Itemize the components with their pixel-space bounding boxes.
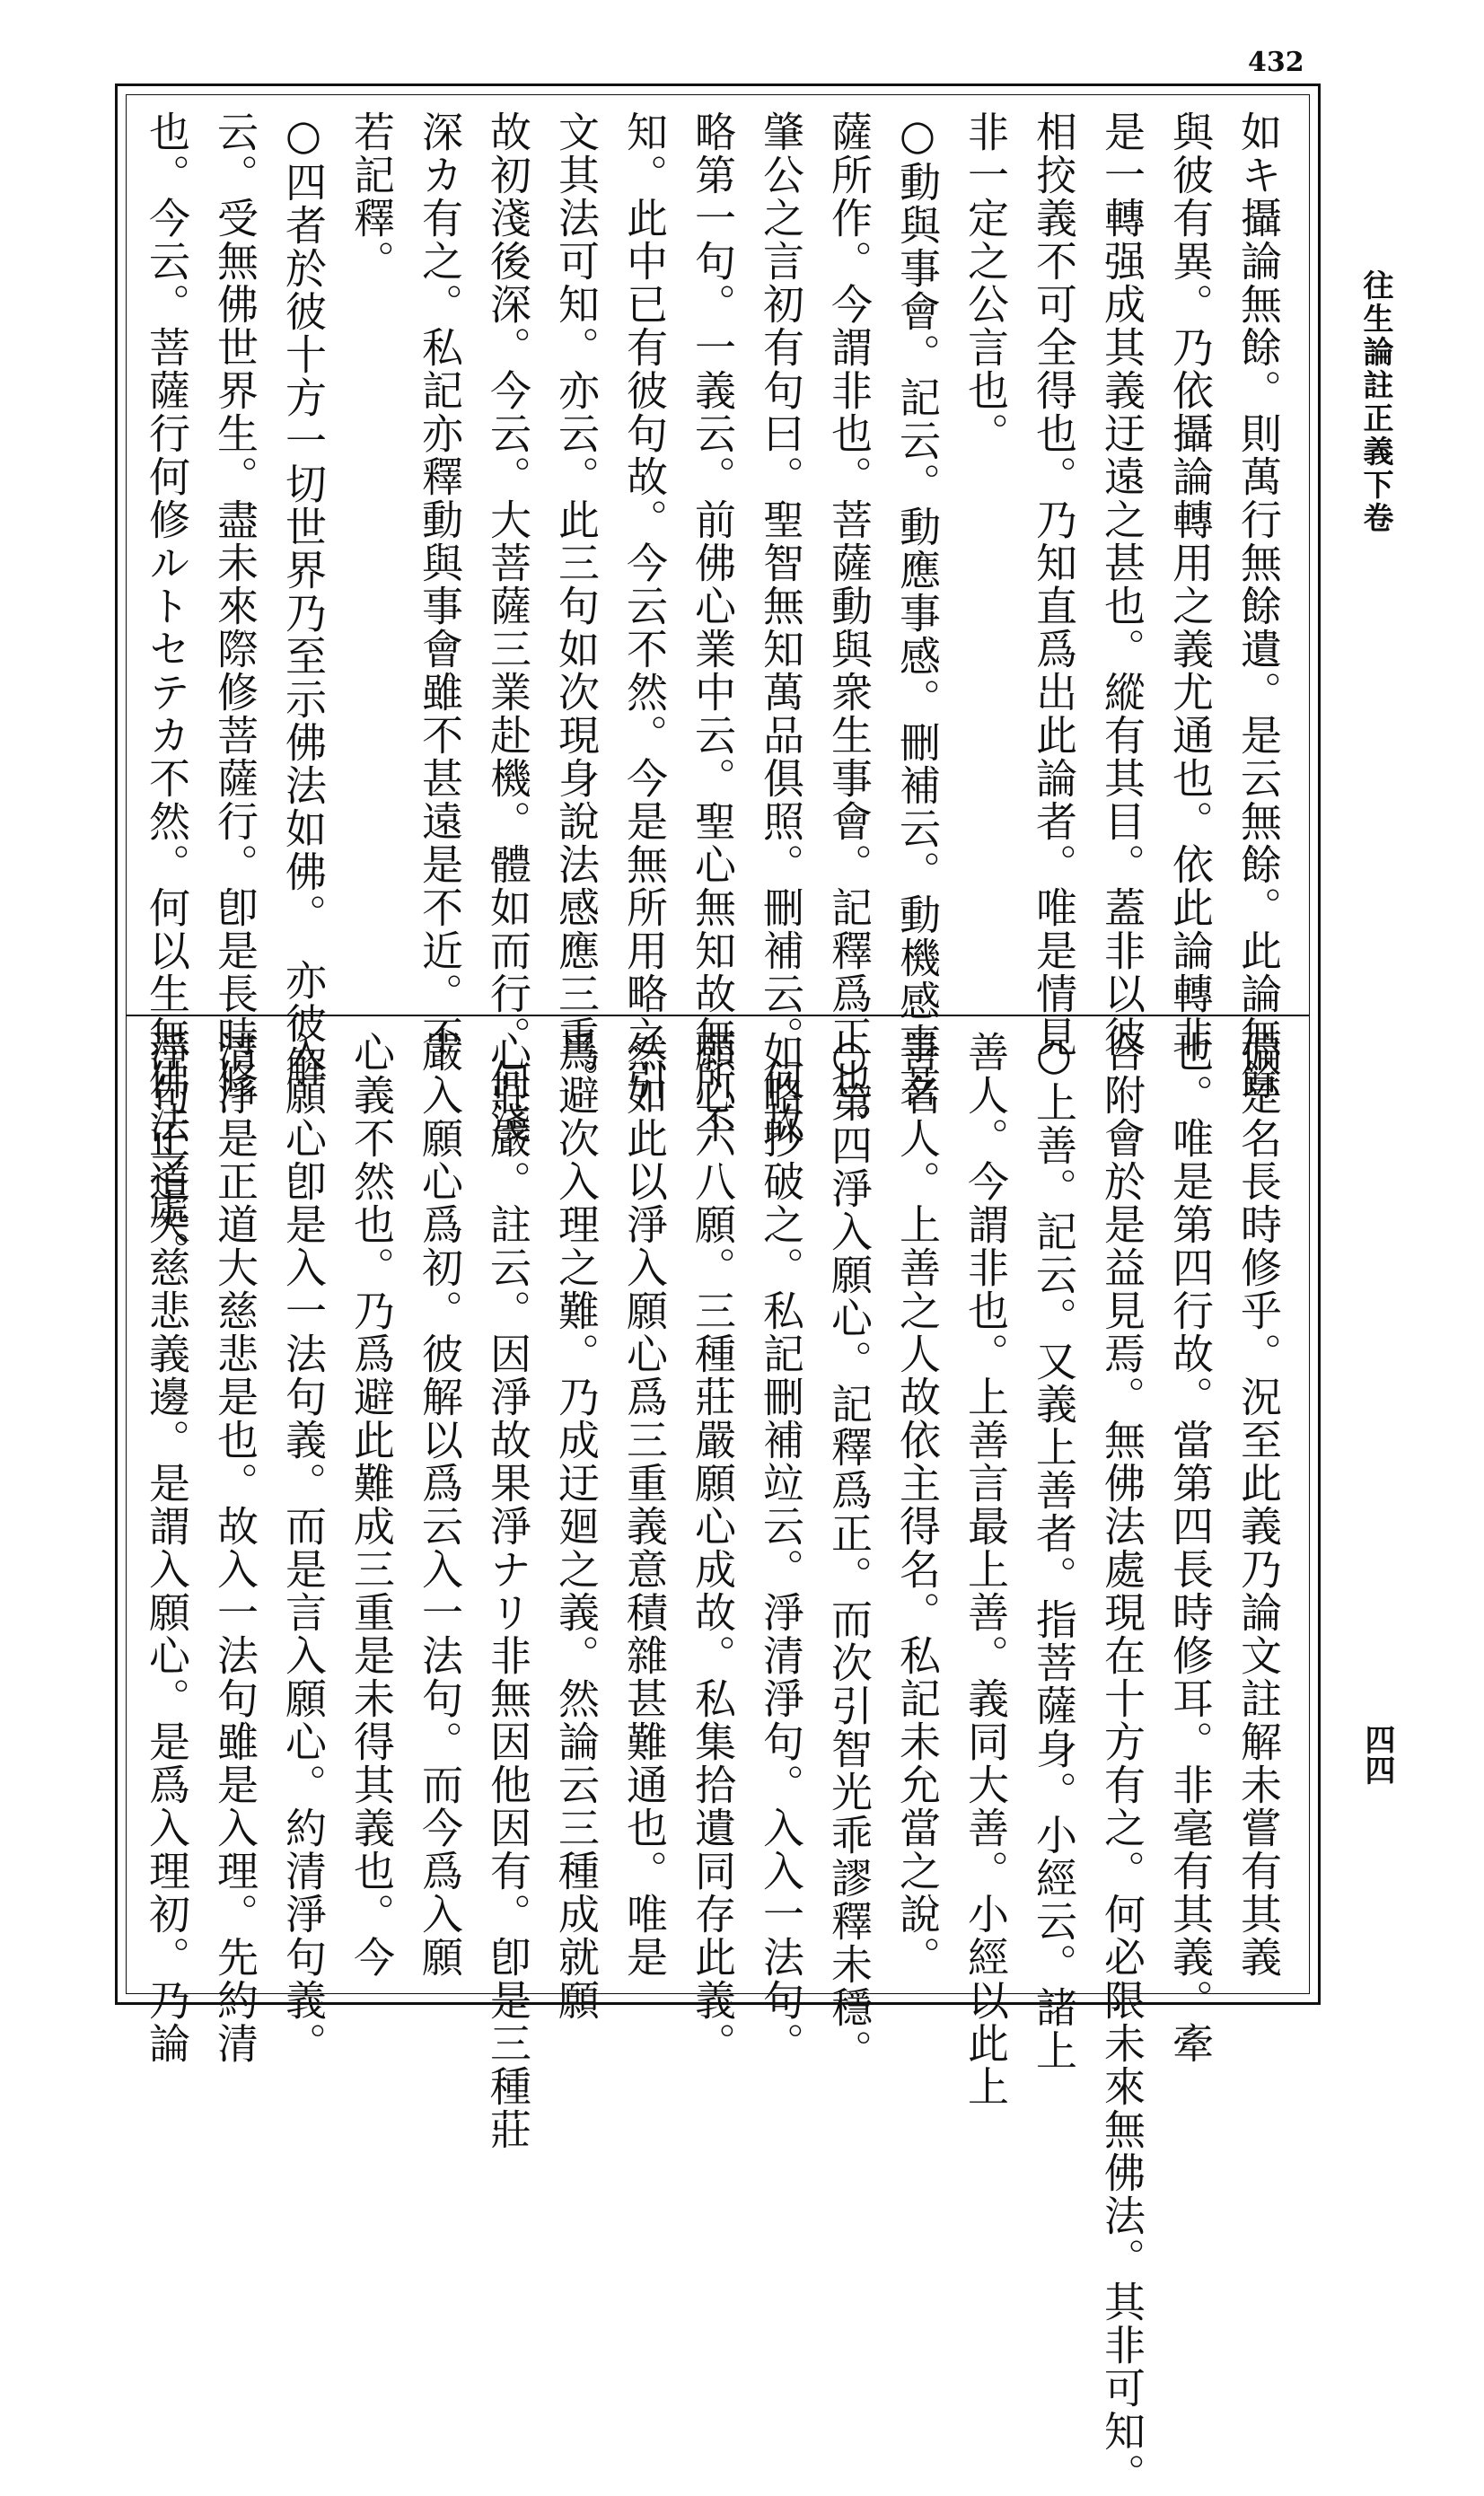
top-text-panel <box>143 110 1293 1274</box>
text-line: 然如此以淨入願心爲三重義意積雜甚難通也。唯是 <box>620 1031 669 1979</box>
text-line: 善名人。上善之人故依主得名。私記未允當之說。 <box>893 1031 942 1979</box>
text-line: 心義不然也。乃爲避此難成三重是未得其義也。今 <box>347 1031 396 1979</box>
margin-folio-number: 四四 <box>1359 1724 1395 1785</box>
text-line: ○四者於彼十方一切世界乃至示佛法如佛。 亦彼解 <box>279 110 328 1088</box>
text-line: 文其法可知。亦云。此三句如次現身說法感應三重。 <box>552 110 601 1102</box>
text-line: ○第四淨入願心。記釋爲正。而次引智光乖謬釋未穩。 <box>825 1031 874 2072</box>
text-line: 肇公之言初有句曰。聖智無知萬品俱照。刪補云。何故 <box>757 110 805 1145</box>
text-line: 若記釋。 <box>347 110 396 283</box>
text-line: 故初淺後深。今云。大菩薩三業赴機。體如而行。何淺 <box>484 110 532 1145</box>
text-line: ○上善。記云。又義上善者。指菩薩身。小經云。諸上 <box>1030 1031 1078 2072</box>
text-line: 願心六八願。三種莊嚴願心成故。私集拾遺同存此義。 <box>689 1031 737 2065</box>
text-line: 嚴入願心爲初。彼解以爲云入一法句。而今爲入願 <box>416 1031 464 1979</box>
text-line: 合附會於是益見焉。無佛法處現在十方有之。何必限未來無佛法。其非可知。 <box>1098 1031 1146 2496</box>
text-line: 深カ有之。私記亦釋動與事會雖不甚遠是不近。不 <box>416 110 464 1059</box>
text-line: 如キ攝論無餘。則萬行無餘遺。是云無餘。此論無餘 <box>1234 110 1283 1102</box>
text-line: 淨句正道大慈悲義邊。是謂入願心。是爲入理初。乃論 <box>143 1031 191 2065</box>
margin-book-title: 往生論註正義下卷 <box>1357 269 1393 535</box>
page-number: 432 <box>1248 47 1304 78</box>
text-line: 與彼有異。乃依攝論轉用之義尤通也。依此論轉非 <box>1166 110 1215 1059</box>
text-line: 知。此中已有彼句故。今云不然。今是無所用略之引 <box>620 110 669 1102</box>
text-line: 爲避次入理之難。乃成迂廻之義。然論云三種成就願 <box>552 1031 601 2022</box>
text-line: 如略抄破之。私記刪補竝云。淨清淨句。入入一法句。 <box>757 1031 805 2065</box>
bottom-text-panel <box>143 1031 1293 2496</box>
text-line: 相挍義不可全得也。乃知直爲出此論者。唯是情見 <box>1030 110 1078 1059</box>
text-line: 非一定之公言也。 <box>962 110 1010 455</box>
text-line: 是一轉强成其義迂遠之甚也。縱有其目。蓋非以彼 <box>1098 110 1146 1059</box>
text-line: ○動與事會。記云。動應事感。刪補云。動機感事菩 <box>893 110 942 1109</box>
text-line: 也。唯是第四行故。當第四長時修耳。非毫有其義。牽 <box>1166 1031 1215 2065</box>
text-line: 也。今云。菩薩行何修ルトセテカ不然。何以生無佛法之處。 <box>143 110 191 1274</box>
text-line: 云。受無佛世界生。盡未來際修菩薩行。卽是長時修 <box>211 110 259 1102</box>
text-line: 偏是名長時修乎。況至此義乃論文註解未嘗有其義 <box>1234 1031 1283 1979</box>
text-line: 薩所作。今謂非也。菩薩動與衆生事會。記釋爲正也。 <box>825 110 874 1145</box>
text-line: 清淨是正道大慈悲是也。故入一法句雖是入理。先約清 <box>211 1031 259 2065</box>
text-line: 入願心卽是入一法句義。而是言入願心。約清淨句義。 <box>279 1031 328 2065</box>
text-line: 心莊嚴。註云。因淨故果淨ナリ非無因他因有。卽是三種莊 <box>484 1031 532 2151</box>
text-line: 善人。今謂非也。上善言最上善。義同大善。小經以此上 <box>962 1031 1010 2108</box>
text-line: 略第一句。一義云。前佛心業中云。聖心無知故無所不 <box>689 110 737 1145</box>
